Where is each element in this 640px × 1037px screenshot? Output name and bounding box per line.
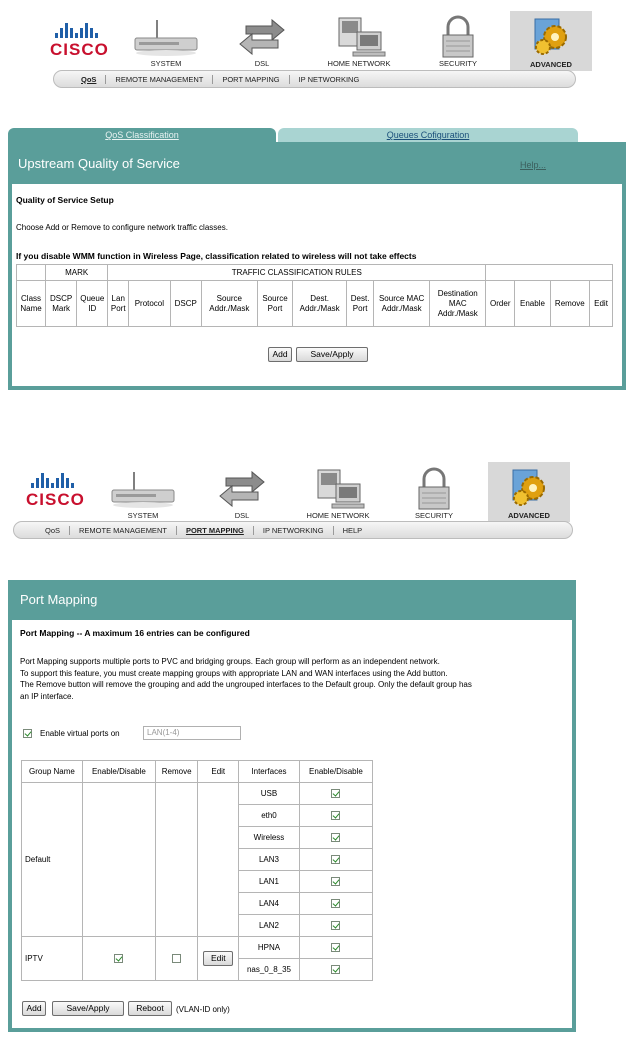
qos-panel [8, 142, 626, 390]
interface-lan3: LAN3 [239, 849, 300, 871]
table-header-row [22, 761, 373, 783]
portmap-panel [8, 580, 576, 1032]
table-group-row [17, 265, 613, 281]
qos-table [16, 264, 613, 327]
table-row [22, 783, 373, 805]
subnav-port-mapping[interactable]: PORT MAPPING [213, 75, 289, 84]
table-header-row [17, 281, 613, 327]
help-link[interactable]: Help... [520, 160, 547, 170]
col-source-mac: Source MAC Addr./Mask [374, 281, 430, 327]
tab-dsl[interactable]: DSL [230, 12, 294, 70]
interface-eth0: eth0 [239, 805, 300, 827]
arrows-icon [236, 18, 288, 58]
group-mark: MARK [46, 265, 108, 281]
group-rules: TRAFFIC CLASSIFICATION RULES [108, 265, 486, 281]
subnav-ip-networking[interactable]: IP NETWORKING [298, 74, 360, 84]
subnav-ip-networking-2[interactable]: IP NETWORKING [254, 526, 334, 535]
padlock-icon [414, 467, 454, 511]
computers-icon [310, 468, 366, 510]
tab-queues-configuration[interactable]: Queues Cofiguration [278, 128, 578, 142]
interface-nas: nas_0_8_35 [239, 959, 300, 981]
virtual-ports-checkbox[interactable] [23, 729, 32, 738]
router-icon [131, 18, 201, 58]
col-order: Order [486, 281, 515, 327]
group-name-default: Default [22, 783, 83, 937]
col-queue-id: Queue ID [77, 281, 108, 327]
gears-icon [505, 466, 553, 508]
col-class-name: Class Name [17, 281, 46, 327]
col-edit: Edit [590, 281, 613, 327]
col-remove: Remove [550, 281, 589, 327]
virtual-ports-label: Enable virtual ports on [40, 729, 120, 738]
qos-add-button[interactable]: Add [268, 347, 292, 362]
subnav-remote-management[interactable]: REMOTE MANAGEMENT [106, 75, 213, 84]
subnav-top [53, 70, 576, 88]
subnav-help[interactable]: HELP [342, 525, 363, 535]
portmap-add-button[interactable]: Add [22, 1001, 46, 1016]
tab-system-2[interactable]: SYSTEM [104, 464, 182, 522]
interface-wireless-checkbox[interactable] [331, 833, 340, 842]
qos-title: Upstream Quality of Service [18, 156, 180, 171]
computers-icon [331, 16, 387, 58]
qos-tabs [8, 128, 578, 142]
col-interface-enable: Enable/Disable [299, 761, 372, 783]
col-group-name: Group Name [22, 761, 83, 783]
col-destination-mac: Destination MAC Addr./Mask [430, 281, 486, 327]
col-edit: Edit [198, 761, 239, 783]
tab-home-network[interactable]: HOME NETWORK [318, 12, 400, 70]
cisco-logo: CISCO [50, 22, 102, 60]
nav-header-top [0, 8, 640, 98]
qos-save-apply-button[interactable]: Save/Apply [296, 347, 368, 362]
portmap-table [21, 760, 373, 981]
portmap-heading: Port Mapping -- A maximum 16 entries can be configured [20, 628, 250, 638]
qos-intro: Choose Add or Remove to configure network traffic classes. [16, 223, 228, 232]
tab-advanced[interactable]: ADVANCED [510, 11, 592, 71]
col-dscp: DSCP [170, 281, 201, 327]
tab-advanced-2[interactable]: ADVANCED [488, 462, 570, 522]
portmap-content [12, 620, 572, 1028]
qos-content [12, 184, 622, 386]
col-interfaces: Interfaces [239, 761, 300, 783]
subnav-qos-2[interactable]: QoS [36, 526, 70, 535]
iptv-remove-checkbox[interactable] [172, 954, 181, 963]
nav-header-bottom [0, 458, 640, 548]
interface-hpna-checkbox[interactable] [331, 943, 340, 952]
reboot-button[interactable]: Reboot [128, 1001, 172, 1016]
qos-warning: If you disable WMM function in Wireless Page, classification related to wireless will not take effects [16, 251, 417, 261]
col-lan-port: Lan Port [108, 281, 129, 327]
iptv-edit-button[interactable]: Edit [203, 951, 233, 966]
interface-lan1: LAN1 [239, 871, 300, 893]
interface-lan4: LAN4 [239, 893, 300, 915]
col-dest-port: Dest. Port [347, 281, 374, 327]
col-source-port: Source Port [257, 281, 292, 327]
reboot-note: (VLAN-ID only) [176, 1005, 230, 1014]
col-protocol: Protocol [129, 281, 171, 327]
tab-system[interactable]: SYSTEM [128, 12, 204, 70]
router-icon [108, 470, 178, 510]
iptv-enable-checkbox[interactable] [114, 954, 123, 963]
col-source-addr: Source Addr./Mask [201, 281, 257, 327]
subnav-port-mapping-2[interactable]: PORT MAPPING [177, 526, 254, 535]
tab-security[interactable]: SECURITY [426, 12, 490, 70]
arrows-icon [216, 470, 268, 510]
col-remove: Remove [155, 761, 198, 783]
table-row [22, 937, 373, 959]
interface-lan4-checkbox[interactable] [331, 899, 340, 908]
subnav-bottom [13, 521, 573, 539]
gears-icon [527, 15, 575, 57]
interface-wireless: Wireless [239, 827, 300, 849]
subnav-qos[interactable]: QoS [72, 75, 106, 84]
portmap-title: Port Mapping [20, 592, 98, 607]
col-enable: Enable [515, 281, 550, 327]
tab-home-network-2[interactable]: HOME NETWORK [296, 464, 380, 522]
portmap-description: Port Mapping supports multiple ports to PVC and bridging groups. Each group will perform as an independent network. To support this feature, you must create mapping groups with appropriate LAN and WAN interfaces using the Add button. The Remove button will remove the grouping and add the ungrouped interfaces to the Default group. Only the default group has an IP interface. [20, 657, 472, 701]
interface-nas-checkbox[interactable] [331, 965, 340, 974]
col-dscp-mark: DSCP Mark [46, 281, 77, 327]
interface-eth0-checkbox[interactable] [331, 811, 340, 820]
group-name-iptv: IPTV [22, 937, 83, 981]
tab-qos-classification[interactable]: QoS Classification [8, 128, 276, 142]
interface-lan3-checkbox[interactable] [331, 855, 340, 864]
subnav-remote-management-2[interactable]: REMOTE MANAGEMENT [70, 526, 177, 535]
interface-usb: USB [239, 783, 300, 805]
interface-lan1-checkbox[interactable] [331, 877, 340, 886]
virtual-ports-input[interactable]: LAN(1-4) [143, 726, 241, 740]
col-enable-disable: Enable/Disable [82, 761, 155, 783]
qos-heading: Quality of Service Setup [16, 195, 114, 205]
interface-lan2: LAN2 [239, 915, 300, 937]
cisco-logo-2: CISCO [26, 472, 78, 510]
portmap-save-apply-button[interactable]: Save/Apply [52, 1001, 124, 1016]
tab-dsl-2[interactable]: DSL [210, 464, 274, 522]
interface-usb-checkbox[interactable] [331, 789, 340, 798]
col-dest-addr: Dest. Addr./Mask [293, 281, 347, 327]
padlock-icon [438, 15, 478, 59]
interface-lan2-checkbox[interactable] [331, 921, 340, 930]
tab-security-2[interactable]: SECURITY [402, 464, 466, 522]
interface-hpna: HPNA [239, 937, 300, 959]
